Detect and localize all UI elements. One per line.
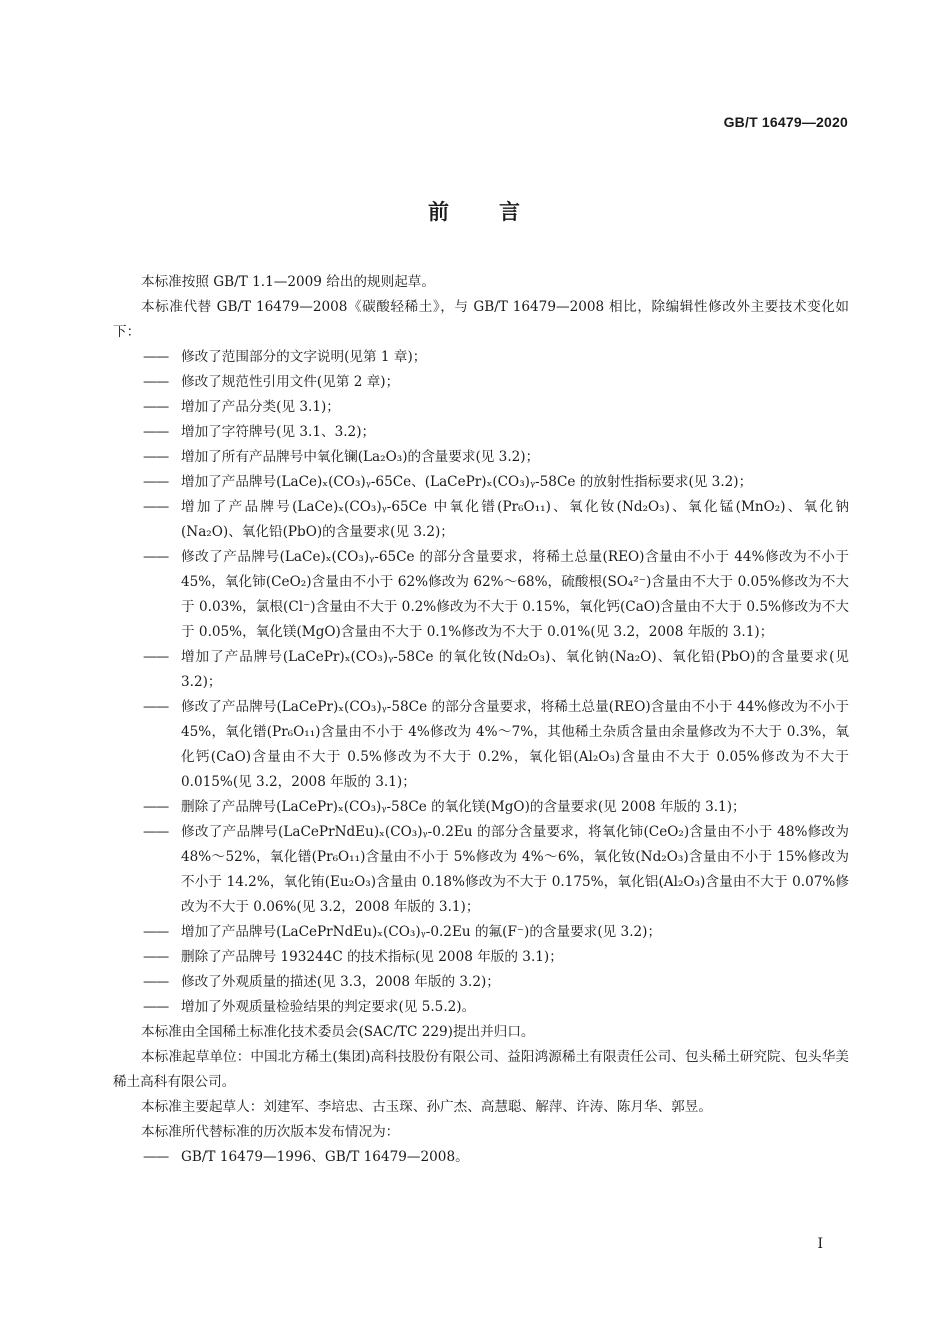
title-char-2: 言 [499, 200, 522, 224]
change-text: 修改了外观质量的描述(见 3.3，2008 年版的 3.2)； [181, 974, 500, 990]
dash-marker: —— [143, 474, 169, 490]
page-title [0, 196, 950, 226]
change-list-item [113, 395, 849, 420]
outro-paragraph: 本标准由全国稀土标准化技术委员会(SAC/TC 229)提出并归口。 [141, 1024, 535, 1040]
change-list-item [113, 420, 849, 445]
dash-marker: —— [143, 349, 169, 365]
outro-paragraph: 本标准所代替标准的历次版本发布情况为： [141, 1124, 400, 1140]
change-text: 增加了产品牌号(LaCe)ₓ(CO₃)ᵧ-65Ce、(LaCePr)ₓ(CO₃)ᵧ-58Ce 的放射性指标要求(见 3.2)； [181, 474, 753, 490]
change-list-item [113, 995, 849, 1020]
dash-marker: —— [143, 999, 169, 1015]
dash-marker: —— [143, 924, 169, 940]
intro-paragraph: 本标准按照 GB/T 1.1—2009 给出的规则起草。 [141, 274, 435, 290]
dash-marker: —— [143, 799, 169, 815]
change-text: 修改了规范性引用文件(见第 2 章)； [181, 374, 400, 390]
intro-paragraph: 本标准代替 GB/T 16479—2008《碳酸轻稀土》，与 GB/T 16479—2008 相比，除编辑性修改外主要技术变化如下： [113, 299, 849, 340]
change-text: 修改了产品牌号(LaCePr)ₓ(CO₃)ᵧ-58Ce 的部分含量要求，将稀土总量(REO)含量由不小于 44%修改为不小于 45%，氧化镨(Pr₆O₁₁)含量由不小于 4%修改为 4%～7%，其他稀土杂质含量由余量修改为不大于 0.3%，氧化钙(CaO)含量由不大于 0.5%修改为不大于 0.2%，氧化铝(Al₂O₃)含量由不大于 0.05%修改为不大于 0.015%(见 3.2，2008 年版的 3.1)； [181, 699, 849, 790]
change-list-item [113, 695, 849, 795]
change-text: 增加了产品牌号(LaCePrNdEu)ₓ(CO₃)ᵧ-0.2Eu 的氟(F⁻)的含量要求(见 3.2)； [181, 924, 662, 940]
dash-marker: —— [143, 1149, 169, 1165]
change-list-item [113, 470, 849, 495]
dash-marker: —— [143, 949, 169, 965]
dash-marker: —— [143, 424, 169, 440]
dash-marker: —— [143, 499, 169, 515]
change-list-item [113, 370, 849, 395]
dash-marker: —— [143, 374, 169, 390]
change-text: 增加了产品分类(见 3.1)； [181, 399, 340, 415]
change-list-item [113, 945, 849, 970]
change-text: 增加了所有产品牌号中氧化镧(La₂O₃)的含量要求(见 3.2)； [181, 449, 540, 465]
change-list-item [113, 820, 849, 920]
history-text: GB/T 16479—1996、GB/T 16479—2008。 [181, 1149, 469, 1165]
change-text: 删除了产品牌号(LaCePr)ₓ(CO₃)ᵧ-58Ce 的氧化镁(MgO)的含量要求(见 2008 年版的 3.1)； [181, 799, 746, 815]
change-text: 修改了产品牌号(LaCe)ₓ(CO₃)ᵧ-65Ce 的部分含量要求，将稀土总量(REO)含量由不小于 44%修改为不小于 45%，氧化铈(CeO₂)含量由不小于 62%修改为 62%～68%，硫酸根(SO₄²⁻)含量由不大于 0.05%修改为不大于 0.03%，氯根(Cl⁻)含量由不大于 0.2%修改为不大于 0.15%，氧化钙(CaO)含量由不大于 0.5%修改为不大于 0.05%，氧化镁(MgO)含量由不大于 0.1%修改为不大于 0.01%(见 3.2，2008 年版的 3.1)； [181, 549, 849, 640]
document-code: GB/T 16479—2020 [723, 114, 848, 130]
dash-marker: —— [143, 699, 169, 715]
dash-marker: —— [143, 824, 169, 840]
change-list-item [113, 645, 849, 695]
dash-marker: —— [143, 549, 169, 565]
change-list-item [113, 495, 849, 545]
dash-marker: —— [143, 649, 169, 665]
change-text: 增加了产品牌号(LaCe)ₓ(CO₃)ᵧ-65Ce 中氧化镨(Pr₆O₁₁)、氧化钕(Nd₂O₃)、氧化锰(MnO₂)、氧化钠(Na₂O)、氧化铅(PbO)的含量要求(见 3.2)； [181, 499, 849, 540]
foreword-body [113, 270, 849, 1170]
outro-paragraph: 本标准主要起草人：刘建军、李培忠、古玉琛、孙广杰、高慧聪、解萍、许涛、陈月华、郭昱。 [141, 1099, 712, 1115]
history-list-item [113, 1145, 849, 1170]
change-list-item [113, 345, 849, 370]
change-text: 增加了产品牌号(LaCePr)ₓ(CO₃)ᵧ-58Ce 的氧化钕(Nd₂O₃)、氧化钠(Na₂O)、氧化铅(PbO)的含量要求(见 3.2)； [181, 649, 849, 690]
change-text: 修改了范围部分的文字说明(见第 1 章)； [181, 349, 427, 365]
title-char-1: 前 [428, 200, 451, 224]
change-list-item [113, 445, 849, 470]
dash-marker: —— [143, 399, 169, 415]
page-number: I [817, 1236, 823, 1252]
change-text: 增加了外观质量检验结果的判定要求(见 5.5.2)。 [181, 999, 476, 1015]
change-list-item [113, 920, 849, 945]
dash-marker: —— [143, 449, 169, 465]
change-list-item [113, 545, 849, 645]
change-text: 增加了字符牌号(见 3.1、3.2)； [181, 424, 376, 440]
dash-marker: —— [143, 974, 169, 990]
outro-paragraph: 本标准起草单位：中国北方稀土(集团)高科技股份有限公司、益阳鸿源稀土有限责任公司、包头稀土研究院、包头华美稀土高科有限公司。 [113, 1049, 849, 1090]
change-list-item [113, 795, 849, 820]
change-text: 修改了产品牌号(LaCePrNdEu)ₓ(CO₃)ᵧ-0.2Eu 的部分含量要求，将氧化铈(CeO₂)含量由不小于 48%修改为 48%～52%，氧化镨(Pr₆O₁₁)含量由不小于 5%修改为 4%～6%，氧化钕(Nd₂O₃)含量由不小于 15%修改为不小于 14.2%，氧化铕(Eu₂O₃)含量由 0.18%修改为不大于 0.175%，氧化铝(Al₂O₃)含量由不大于 0.07%修改为不大于 0.06%(见 3.2，2008 年版的 3.1)； [181, 824, 849, 915]
change-text: 删除了产品牌号 193244C 的技术指标(见 2008 年版的 3.1)； [181, 949, 563, 965]
change-list-item [113, 970, 849, 995]
